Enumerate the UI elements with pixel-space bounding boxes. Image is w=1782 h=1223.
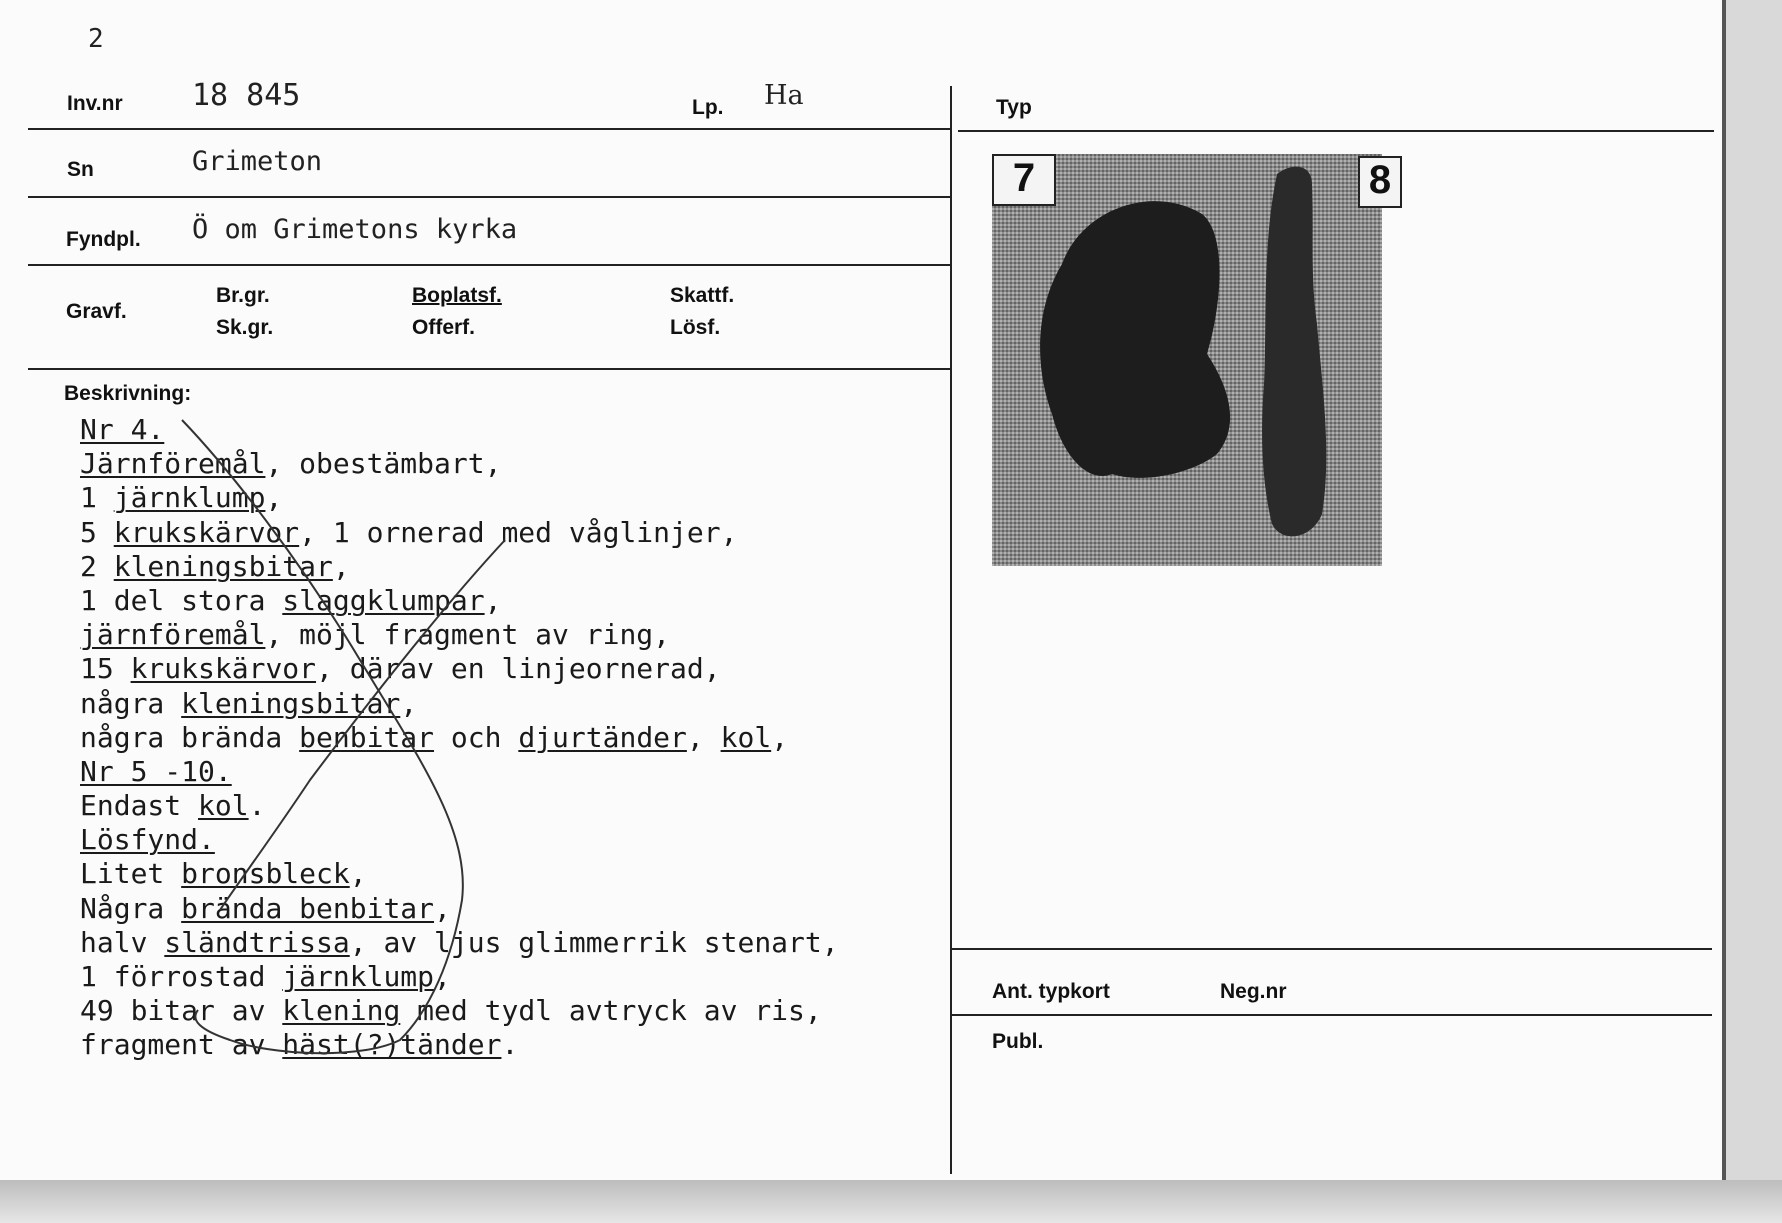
brgr-label: Br.gr.: [216, 284, 270, 307]
description-line: Litet bronsbleck,: [80, 857, 367, 891]
desc-term: Järnföremål: [80, 447, 266, 481]
description-line: Några brända benbitar,: [80, 891, 451, 925]
scan-edge: [0, 1180, 1782, 1223]
desc-term: häst(?)tänder: [282, 1028, 502, 1062]
photo-tag-8: 8: [1358, 156, 1402, 208]
sn-label: Sn: [67, 158, 94, 181]
desc-term: kol: [720, 720, 772, 754]
skgr-label: Sk.gr.: [216, 316, 274, 339]
page-number: 2: [88, 24, 104, 54]
description-line: några brända benbitar och djurtänder, kol,: [80, 720, 789, 754]
description-line: 1 förrostad järnklump,: [80, 960, 451, 993]
description-line: halv sländtrissa, av ljus glimmerrik stenart,: [80, 925, 839, 959]
typ-label: Typ: [996, 96, 1032, 119]
description-line: Järnföremål, obestämbart,: [80, 447, 502, 481]
desc-term: slaggklumpar: [282, 583, 485, 617]
description-line: 15 krukskärvor, därav en linjeornerad,: [80, 652, 721, 686]
description-line: Endast kol.: [80, 789, 266, 823]
desc-term: kleningsbitar: [181, 686, 401, 720]
desc-term: järnklump: [113, 481, 266, 515]
desc-term: kol: [198, 789, 249, 823]
desc-term: järnklump: [282, 960, 435, 993]
description-line: 2 kleningsbitar,: [80, 549, 350, 583]
desc-term: sländtrissa: [164, 925, 350, 959]
skattf-label: Skattf.: [670, 284, 735, 307]
ant-typkort-label: Ant. typkort: [992, 980, 1110, 1003]
desc-term: bronsbleck: [181, 857, 350, 891]
gravf-label: Gravf.: [66, 300, 127, 323]
photo-tag-7: 7: [992, 154, 1056, 206]
desc-nr4: Nr 4.: [80, 413, 165, 446]
desc-term: krukskärvor: [113, 515, 300, 549]
description-line: några kleningsbitar,: [80, 686, 418, 720]
desc-losfynd: Lösfynd.: [80, 823, 215, 857]
beskrivning-label: Beskrivning:: [64, 382, 192, 405]
fyndpl-value: Ö om Grimetons kyrka: [192, 214, 518, 245]
description-line: 5 krukskärvor, 1 ornerad med våglinjer,: [80, 515, 738, 549]
description-line: 1 järnklump,: [80, 481, 283, 515]
desc-term: brända benbitar: [181, 891, 435, 925]
losf-label: Lösf.: [670, 316, 721, 339]
desc-term: djurtänder: [518, 720, 687, 754]
inv-nr-label: Inv.nr: [67, 92, 123, 115]
description-line: 49 bitar av klening med tydl avtryck av ris,: [80, 994, 822, 1028]
desc-term: klening: [282, 994, 401, 1028]
inv-nr-value: 18 845: [192, 78, 301, 113]
description-line: 1 del stora slaggklumpar,: [80, 583, 502, 617]
description-line: fragment av häst(?)tänder.: [80, 1028, 519, 1062]
offerf-label: Offerf.: [412, 316, 475, 339]
fyndpl-label: Fyndpl.: [66, 228, 141, 251]
sn-value: Grimeton: [192, 146, 323, 177]
desc-term: kleningsbitar: [113, 549, 333, 583]
desc-term: benbitar: [299, 720, 435, 754]
publ-label: Publ.: [992, 1030, 1044, 1053]
desc-nr5-10: Nr 5 -10.: [80, 754, 232, 788]
desc-term: järnföremål: [80, 618, 266, 652]
lp-value: Ha: [764, 80, 804, 111]
neg-nr-label: Neg.nr: [1220, 980, 1287, 1003]
lp-label: Lp.: [692, 96, 724, 119]
desc-term: krukskärvor: [130, 652, 317, 686]
description-line: järnföremål, möjl fragment av ring,: [80, 618, 671, 652]
boplatsf-label: Boplatsf.: [412, 284, 502, 307]
